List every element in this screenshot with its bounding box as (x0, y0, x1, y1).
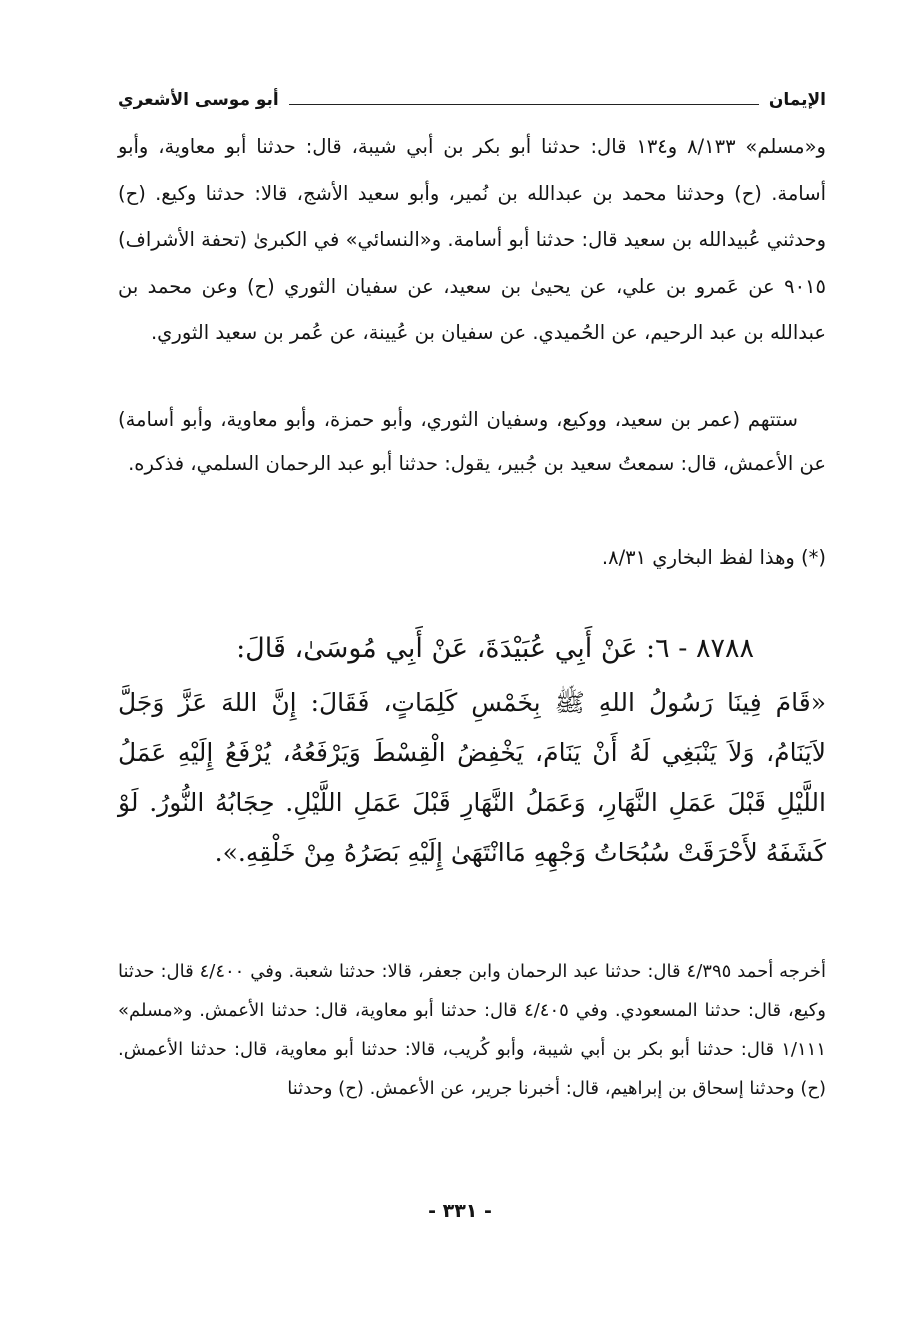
header-rule (289, 104, 759, 105)
footnote-note: (*) وهذا لفظ البخاري ٨/٣١. (601, 546, 826, 569)
takhrij-paragraph-2: ستتهم (عمر بن سعيد، ووكيع، وسفيان الثوري، وأبو حمزة، وأبو معاوية، وأبو أسامة) عن الأعمش، قال: سمعتُ سعيد بن جُبير، يقول: حدثنا أبو عبد الرحمان السلمي، فذكره. (118, 408, 826, 475)
takhrij-paragraph-3: أخرجه أحمد ٤/٣٩٥ قال: حدثنا عبد الرحمان وابن جعفر، قالا: حدثنا شعبة. وفي ٤/٤٠٠ قال: حدثنا وكيع، قال: حدثنا المسعودي. وفي ٤/٤٠٥ قال: حدثنا أبو معاوية، قال: حدثنا الأعمش. و«مسلم» ١/١١١ قال: حدثنا أبو بكر بن أبي شيبة، وأبو كُريب، قالا: حدثنا أبو معاوية، قال: حدثنا الأعمش. (ح) وحدثنا إسحاق بن إبراهيم، قال: أخبرنا جرير، عن الأعمش. (ح) وحدثنا (118, 961, 827, 1099)
header-companion-name: أبو موسى الأشعري (118, 90, 279, 110)
hadith-heading: ٨٧٨٨ - ٦: عَنْ أَبِي عُبَيْدَةَ، عَنْ أَبِي مُوسَىٰ، قَالَ: (236, 633, 754, 664)
hadith-text: «قَامَ فِينَا رَسُولُ اللهِ ﷺ بِخَمْسِ كَلِمَاتٍ، فَقَالَ: إِنَّ اللهَ عَزَّ وَجَلَّ لاَيَنَامُ، وَلاَ يَنْبَغِي لَهُ أَنْ يَنَامَ، يَخْفِضُ الْقِسْطَ وَيَرْفَعُهُ، يُرْفَعُ إِلَيْهِ عَمَلُ اللَّيْلِ قَبْلَ عَمَلِ النَّهَارِ، وَعَمَلُ النَّهَارِ قَبْلَ عَمَلِ اللَّيْلِ. حِجَابُهُ النُّورُ. لَوْ كَشَفَهُ لأَحْرَقَتْ سُبُحَاتُ وَجْهِهِ مَاانْتَهَىٰ إِلَيْهِ بَصَرُهُ مِنْ خَلْقِهِ.». (118, 688, 826, 867)
running-header (118, 80, 826, 110)
page-number: - ٣٣١ - (428, 1200, 492, 1222)
takhrij-paragraph-1: و«مسلم» ٨/١٣٣ و١٣٤ قال: حدثنا أبو بكر بن أبي شيبة، قال: حدثنا أبو معاوية، وأبو أسامة. (ح) وحدثنا محمد بن عبدالله بن نُمير، وأبو سعيد الأشج، قالا: حدثنا وكيع. (ح) وحدثني عُبيدالله بن سعيد قال: حدثنا أبو أسامة. و«النسائي» في الكبرىٰ (تحفة الأشراف) ٩٠١٥ عن عَمرو بن علي، عن يحيىٰ بن سعيد، عن سفيان الثوري (ح) وعن محمد بن عبدالله بن عبد الرحيم، عن الحُميدي. عن سفيان بن عُيينة، عن عُمر بن سعيد الثوري. (118, 135, 826, 344)
header-chapter-title: الإيمان (768, 90, 826, 110)
